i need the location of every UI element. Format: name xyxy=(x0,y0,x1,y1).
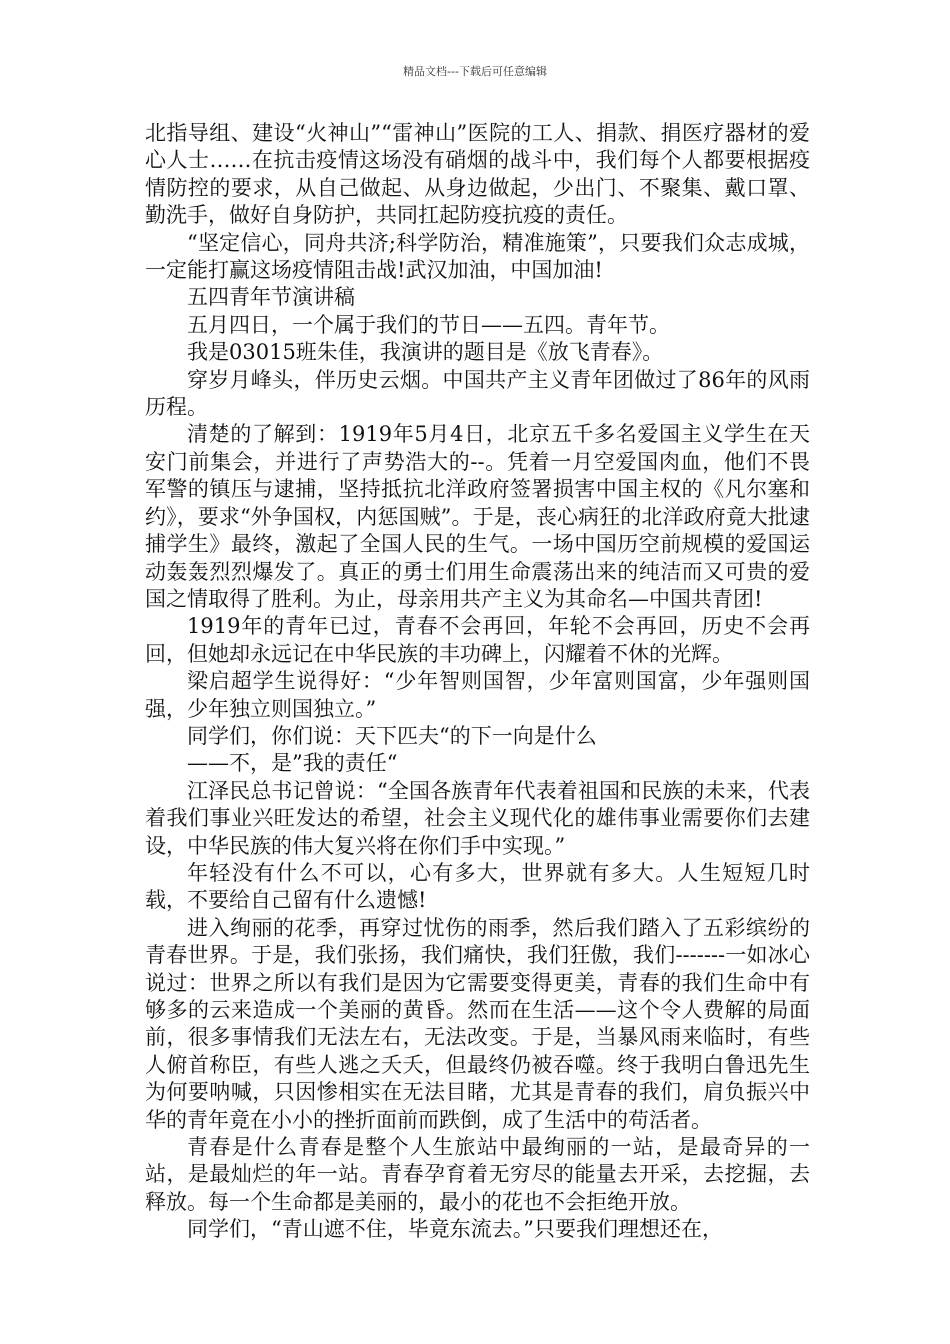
paragraph: 北指导组、建设“火神山”“雷神山”医院的工人、捐款、捐医疗器材的爱心人士……在抗击疫情这场没有硝烟的战斗中，我们每个人都要根据疫情防控的要求，从自己做起、从身边做起，少出门、不聚集、戴口罩、勤洗手，做好自身防护，共同扛起防疫抗疫的责任。 xyxy=(145,121,810,228)
paragraph: 青春是什么青春是整个人生旅站中最绚丽的一站，是最奇异的一站，是最灿烂的年一站。青春孕育着无穷尽的能量去开采，去挖掘，去释放。每一个生命都是美丽的，最小的花也不会拒绝开放。 xyxy=(145,1135,810,1214)
paragraph: 年轻没有什么不可以，心有多大，世界就有多大。人生短短几时载，不要给自己留有什么遗憾! xyxy=(145,860,810,913)
paragraph: 1919年的青年已过，青春不会再回，年轮不会再回，历史不会再回，但她却永远记在中华民族的丰功碑上，闪耀着不休的光辉。 xyxy=(145,614,810,666)
paragraph: 穿岁月峰头，伴历史云烟。中国共产主义青年团做过了86年的风雨历程。 xyxy=(145,367,810,420)
paragraph: 我是03015班朱佳，我演讲的题目是《放飞青春》。 xyxy=(187,340,664,365)
page-header: 精品文档---下载后可任意编辑 xyxy=(403,65,547,78)
paragraph: 梁启超学生说得好：“少年智则国智，少年富则国富，少年强则国强，少年独立则国独立。” xyxy=(145,669,810,721)
paragraph: 江泽民总书记曾说：“全国各族青年代表着祖国和民族的未来，代表着我们事业兴旺发达的希望，社会主义现代化的雄伟事业需要你们去建设，中华民族的伟大复兴将在你们手中实现。” xyxy=(145,778,810,858)
paragraph: ——不，是”我的责任“ xyxy=(187,751,398,776)
paragraph: 进入绚丽的花季，再穿过忧伤的雨季，然后我们踏入了五彩缤纷的青春世界。于是，我们张扬，我们痛快，我们狂傲，我们-------一如冰心说过：世界之所以有我们是因为它需要变得更美，青春的我们生命中有够多的云来造成一个美丽的黄昏。然而在生活——这个令人费解的局面前，很多事情我们无法左右，无法改变。于是，当暴风雨来临时，有些人俯首称臣，有些人逃之夭夭，但最终仍被吞噬。终于我明白鲁迅先生为何要呐喊，只因惨相实在无法目睹，尤其是青春的我们，肩负振兴中华的青年竟在小小的挫折面前而跌倒，成了生活中的苟活者。 xyxy=(145,915,810,1132)
paragraph: 清楚的了解到：1919年5月4日，北京五千多名爱国主义学生在天安门前集会，并进行了声势浩大的--。凭着一月空爱国肉血，他们不畏军警的镇压与逮捕，坚持抵抗北洋政府签署损害中国主权的《凡尔塞和约》，要求“外争国权，内惩国贼”。于是，丧心病狂的北洋政府竟大批逮捕学生》最终，激起了全国人民的生气。一场中国历空前规模的爱国运动轰轰烈烈爆发了。真正的勇士们用生命震荡出来的纯洁而又可贵的爱国之情取得了胜利。为止，母亲用共产主义为其命名—中国共青团! xyxy=(145,422,810,611)
paragraph: 五月四日，一个属于我们的节日——五四。青年节。 xyxy=(187,312,670,337)
paragraph: 同学们，“青山遮不住，毕竟东流去。”只要我们理想还在， xyxy=(187,1217,723,1242)
document-body xyxy=(145,120,810,1244)
section-title: 五四青年节演讲稿 xyxy=(187,285,355,310)
paragraph: “坚定信心，同舟共济;科学防治，精准施策”，只要我们众志成城，一定能打赢这场疫情阻击战!武汉加油，中国加油! xyxy=(145,230,810,283)
paragraph: 同学们，你们说：天下匹夫“的下一向是什么 xyxy=(187,723,597,748)
